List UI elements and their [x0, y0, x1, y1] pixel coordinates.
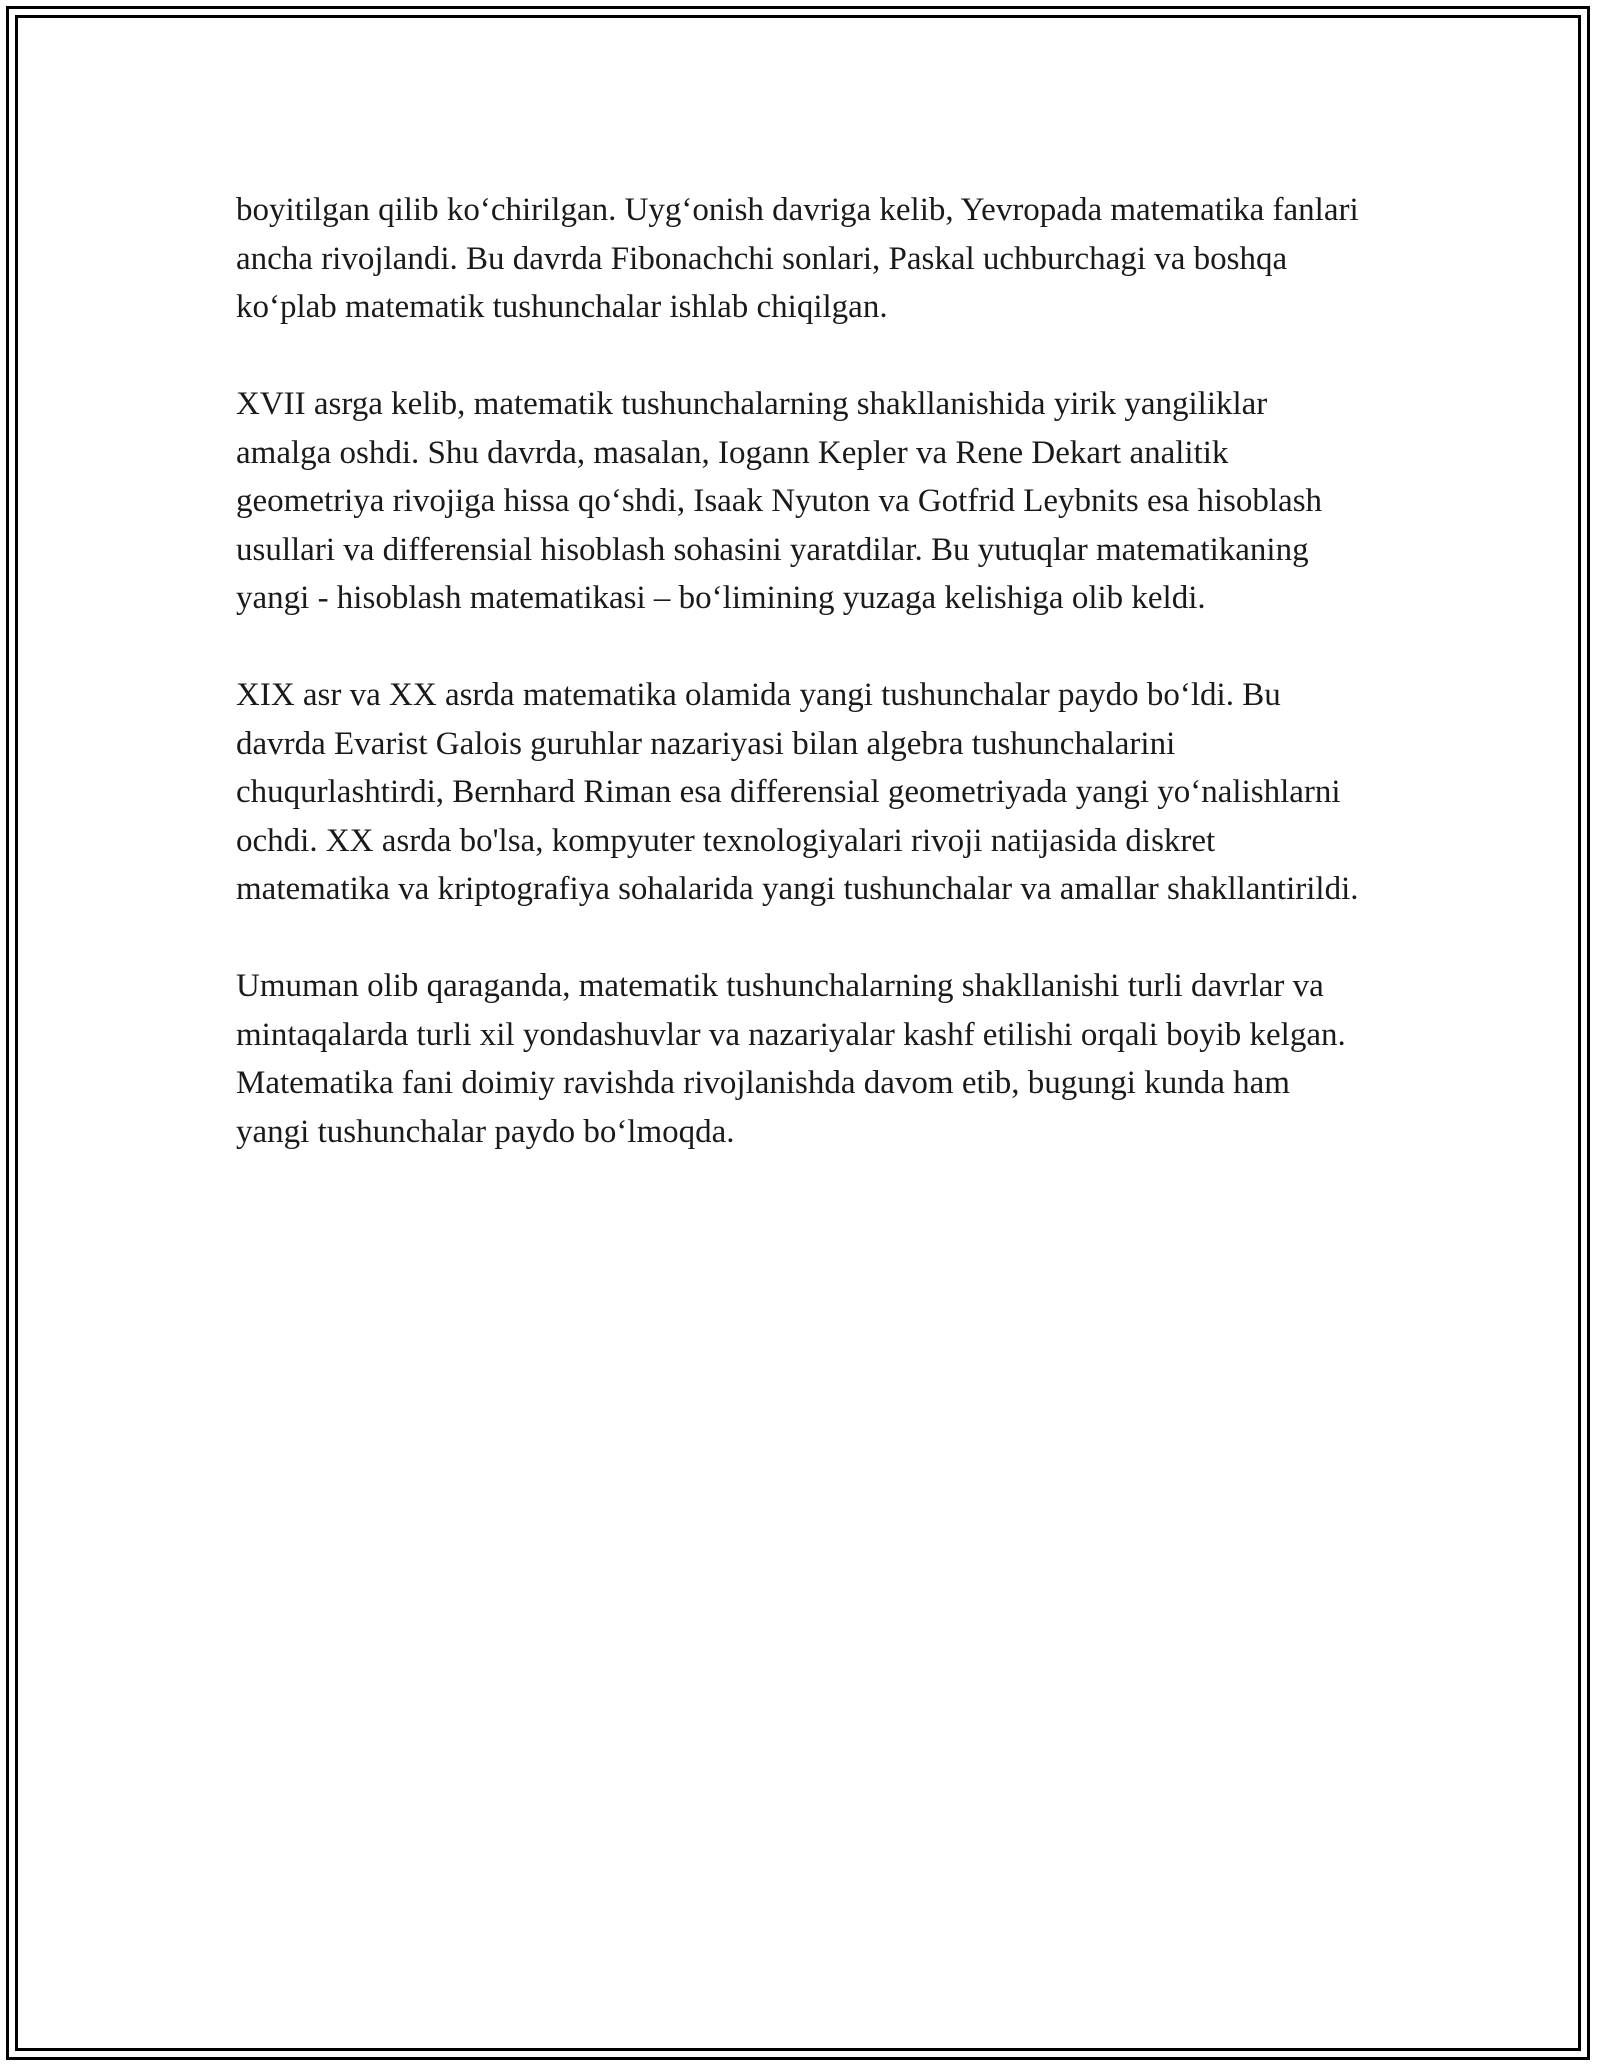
paragraph-2: XVII asrga kelib, matematik tushunchalarning shakllanishida yirik yangiliklar amalga oshdi. Shu davrda, masalan, Iogann Kepler va Rene Dekart analitik geometriya rivojiga hissa qoʻshdi, Isaak Nyuton va Gotfrid Leybnits esa hisoblash usullari va differensial hisoblash sohasini yaratdilar. Bu yutuqlar matematikaning yangi - hisoblash matematikasi – boʻlimining yuzaga kelishiga olib keldi. [236, 386, 1323, 616]
paragraph-1: boyitilgan qilib koʻchirilgan. Uygʻonish davriga kelib, Yevropada matematika fanlari ancha rivojlandi. Bu davrda Fibonachchi sonlari, Paskal uchburchagi va boshqa koʻplab matematik tushunchalar ishlab chiqilgan. [236, 192, 1359, 325]
paragraph-3: XIX asr va XX asrda matematika olamida yangi tushunchalar paydo boʻldi. Bu davrda Evarist Galois guruhlar nazariyasi bilan algebra tushunchalarini chuqurlashtirdi, Bernhard Riman esa differensial geometriyada yangi yoʻnalishlarni ochdi. XX asrda bo'lsa, kompyuter texnologiyalari rivoji natijasida diskret matematika va kriptografiya sohalarida yangi tushunchalar va amallar shakllantirildi. [236, 677, 1359, 907]
document-body [236, 186, 1366, 1205]
paragraph-4: Umuman olib qaraganda, matematik tushunchalarning shakllanishi turli davrlar va mintaqalarda turli xil yondashuvlar va nazariyalar kashf etilishi orqali boyib kelgan. Matematika fani doimiy ravishda rivojlanishda davom etib, bugungi kunda ham yangi tushunchalar paydo boʻlmoqda. [236, 968, 1346, 1150]
